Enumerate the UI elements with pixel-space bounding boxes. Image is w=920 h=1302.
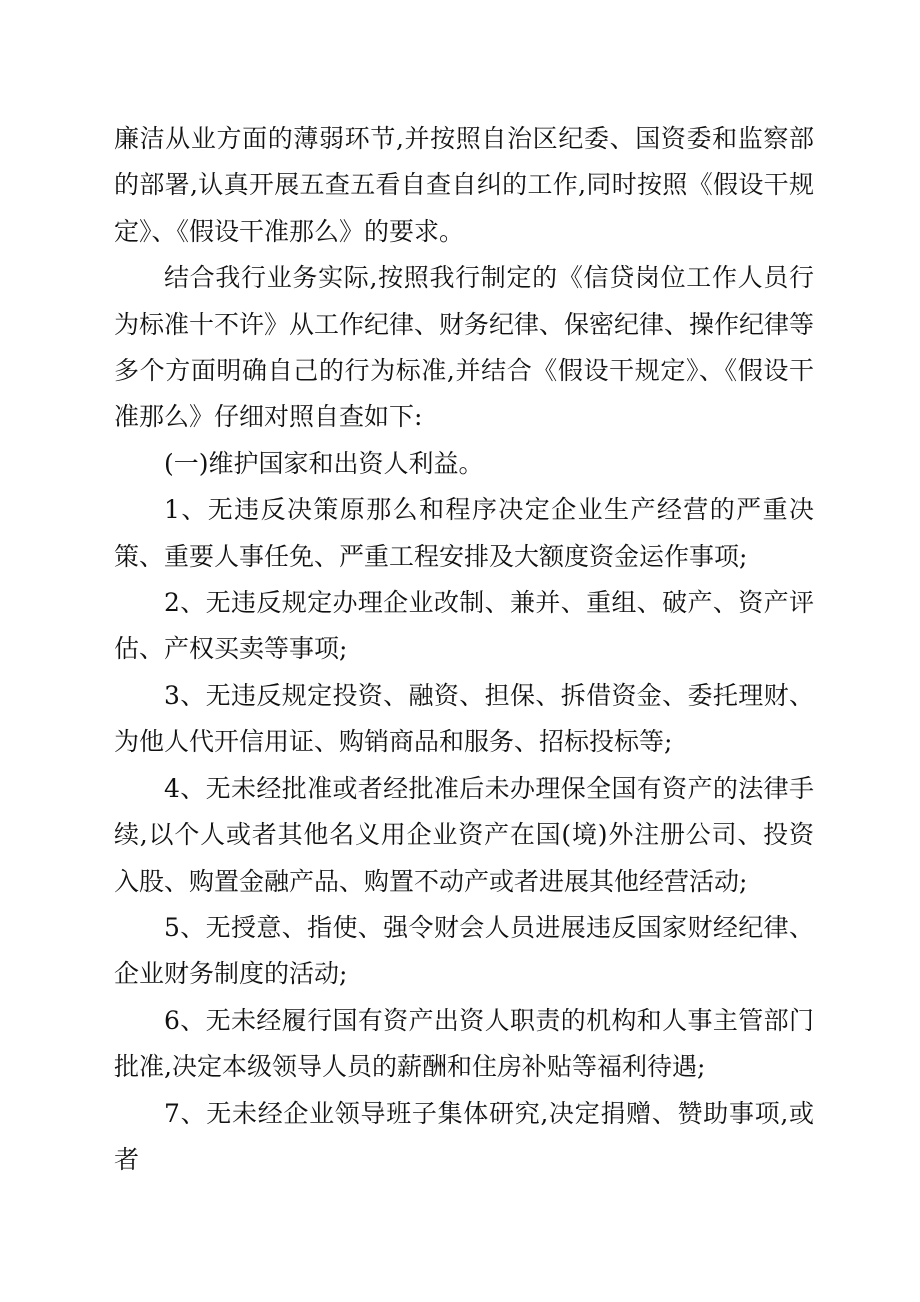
list-item-2: 2、无违反规定办理企业改制、兼并、重组、破产、资产评估、产权买卖等事项; [114, 588, 814, 664]
list-item-4: 4、无未经批准或者经批准后未办理保全国有资产的法律手续,以个人或者其他名义用企业资产在国(境)外注册公司、投资入股、购置金融产品、购置不动产或者进展其他经营活动; [114, 773, 814, 896]
list-item-7: 7、无未经企业领导班子集体研究,决定捐赠、赞助事项,或者 [114, 1098, 814, 1174]
document-body [114, 116, 814, 1183]
section-heading: (一)维护国家和出资人利益。 [164, 448, 484, 478]
list-item-3: 3、无违反规定投资、融资、担保、拆借资金、委托理财、为他人代开信用证、购销商品和服务、招标投标等; [114, 680, 814, 757]
paragraph-continuation: 廉洁从业方面的薄弱环节,并按照自治区纪委、国资委和监察部的部署,认真开展五查五看自查自纠的工作,同时按照《假设干规定》、《假设干准那么》的要求。 [114, 124, 814, 246]
list-item-1: 1、无违反决策原那么和程序决定企业生产经营的严重决策、重要人事任免、严重工程安排及大额度资金运作事项; [114, 495, 814, 571]
list-item-5: 5、无授意、指使、强令财会人员进展违反国家财经纪律、企业财务制度的活动; [114, 912, 814, 989]
list-item-6: 6、无未经履行国有资产出资人职责的机构和人事主管部门批准,决定本级领导人员的薪酬和住房补贴等福利待遇; [114, 1005, 814, 1082]
paragraph-intro: 结合我行业务实际,按照我行制定的《信贷岗位工作人员行为标准十不许》从工作纪律、财务纪律、保密纪律、操作纪律等多个方面明确自己的行为标准,并结合《假设干规定》、《假设干准那么》仔细对照自查如下: [114, 263, 815, 432]
